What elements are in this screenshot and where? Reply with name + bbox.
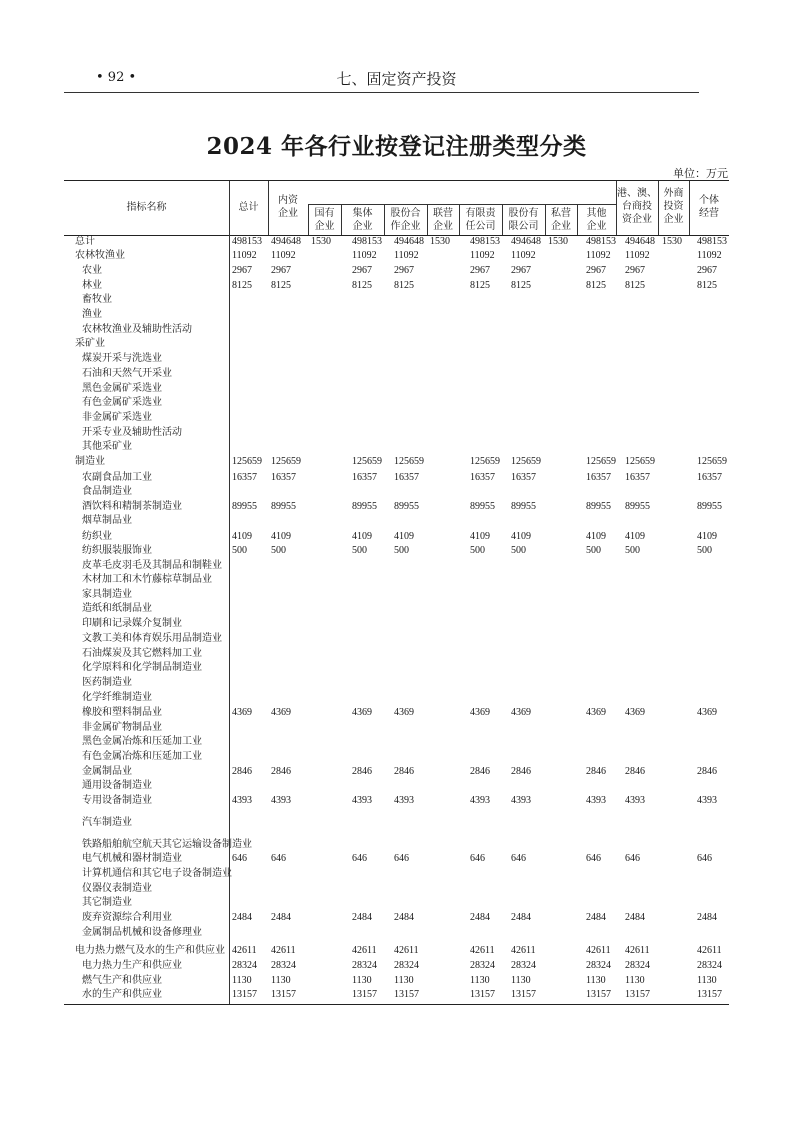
table-cell: 2484 [271, 912, 291, 923]
table-cell: 1130 [511, 975, 531, 986]
table-cell: 89955 [352, 501, 377, 512]
row-label: 其它制造业 [82, 897, 132, 908]
table-cell: 500 [697, 545, 712, 556]
table-cell: 8125 [394, 280, 414, 291]
table-cell: 4393 [697, 795, 717, 806]
table-cell: 28324 [271, 960, 296, 971]
table-cell: 2484 [697, 912, 717, 923]
table-cell: 4393 [271, 795, 291, 806]
table-cell: 4393 [352, 795, 372, 806]
table-cell: 8125 [271, 280, 291, 291]
table-cell: 494648 [625, 236, 655, 247]
table-cell: 500 [511, 545, 526, 556]
table-cell: 4109 [232, 531, 252, 542]
row-label: 制造业 [75, 456, 105, 467]
table-cell: 1530 [311, 236, 331, 247]
table-cell: 500 [271, 545, 286, 556]
table-cell: 13157 [470, 989, 495, 1000]
table-cell: 498153 [470, 236, 500, 247]
table-cell: 494648 [271, 236, 301, 247]
table-cell: 1130 [352, 975, 372, 986]
table-cell: 4369 [511, 707, 531, 718]
table-cell: 89955 [586, 501, 611, 512]
table-cell: 42611 [232, 945, 257, 956]
row-label: 电力热力燃气及水的生产和供应业 [75, 945, 225, 956]
table-cell: 4393 [511, 795, 531, 806]
row-label: 烟草制品业 [82, 515, 132, 526]
table-cell: 1130 [586, 975, 606, 986]
row-label: 印刷和记录媒介复制业 [82, 618, 182, 629]
table-cell: 13157 [697, 989, 722, 1000]
table-cell: 646 [470, 853, 485, 864]
subheader-rule [308, 204, 616, 205]
table-cell: 2484 [625, 912, 645, 923]
table-cell: 125659 [352, 456, 382, 467]
table-cell: 4369 [232, 707, 252, 718]
row-label: 煤炭开采与洗选业 [82, 353, 162, 364]
row-label: 黑色金属矿采选业 [82, 383, 162, 394]
table-cell: 11092 [271, 250, 296, 261]
row-label: 燃气生产和供应业 [82, 975, 162, 986]
table-cell: 498153 [586, 236, 616, 247]
table-cell: 4393 [394, 795, 414, 806]
table-cell: 13157 [625, 989, 650, 1000]
table-cell: 1130 [470, 975, 490, 986]
table-cell: 89955 [511, 501, 536, 512]
row-label: 农林牧渔业 [75, 250, 125, 261]
table-cell: 28324 [352, 960, 377, 971]
row-label: 医药制造业 [82, 677, 132, 688]
table-cell: 42611 [470, 945, 495, 956]
row-label: 农业 [82, 265, 102, 276]
table-cell: 498153 [697, 236, 727, 247]
table-cell: 646 [352, 853, 367, 864]
table-cell: 494648 [511, 236, 541, 247]
table-cell: 28324 [232, 960, 257, 971]
table-cell: 125659 [470, 456, 500, 467]
table-cell: 2846 [394, 766, 414, 777]
table-cell: 8125 [232, 280, 252, 291]
header-other: 其他 企业 [586, 208, 607, 232]
table-cell: 2846 [511, 766, 531, 777]
row-label: 食品制造业 [82, 486, 132, 497]
table-cell: 646 [586, 853, 601, 864]
row-label: 纺织服装服饰业 [82, 545, 152, 556]
table-cell: 42611 [625, 945, 650, 956]
table-cell: 4369 [586, 707, 606, 718]
table-cell: 28324 [625, 960, 650, 971]
table-cell: 16357 [394, 472, 419, 483]
row-label: 化学原料和化学制品制造业 [82, 662, 202, 673]
row-label: 造纸和纸制品业 [82, 603, 152, 614]
table-cell: 16357 [232, 472, 257, 483]
table-cell: 11092 [232, 250, 257, 261]
table-cell: 2846 [697, 766, 717, 777]
table-cell: 16357 [352, 472, 377, 483]
table-cell: 11092 [352, 250, 377, 261]
row-label: 水的生产和供应业 [82, 989, 162, 1000]
table-cell: 2967 [271, 265, 291, 276]
table-cell: 89955 [232, 501, 257, 512]
table-cell: 2967 [625, 265, 645, 276]
row-label: 酒饮料和精制茶制造业 [82, 501, 182, 512]
table-cell: 4393 [470, 795, 490, 806]
table-cell: 125659 [511, 456, 541, 467]
table-cell: 4109 [394, 531, 414, 542]
row-label: 文教工美和体育娱乐用品制造业 [82, 633, 222, 644]
row-label: 废弃资源综合利用业 [82, 912, 172, 923]
table-cell: 125659 [394, 456, 424, 467]
table-cell: 4369 [470, 707, 490, 718]
table-cell: 13157 [352, 989, 377, 1000]
row-label: 通用设备制造业 [82, 780, 152, 791]
header-private: 私营 企业 [551, 208, 571, 232]
table-cell: 11092 [697, 250, 722, 261]
table-cell: 646 [511, 853, 526, 864]
table-cell: 500 [470, 545, 485, 556]
page-number: • 92 • [96, 70, 137, 85]
row-label: 渔业 [82, 309, 102, 320]
row-label: 仪器仪表制造业 [82, 883, 152, 894]
table-cell: 500 [394, 545, 409, 556]
table-cell: 42611 [697, 945, 722, 956]
table-cell: 4109 [625, 531, 645, 542]
table-cell: 28324 [586, 960, 611, 971]
table-cell: 16357 [625, 472, 650, 483]
table-cell: 1130 [394, 975, 414, 986]
table-cell: 2484 [470, 912, 490, 923]
row-label: 农副食品加工业 [82, 472, 152, 483]
row-label: 铁路船舶航空航天其它运输设备制造业 [82, 839, 252, 850]
table-cell: 125659 [271, 456, 301, 467]
table-cell: 16357 [586, 472, 611, 483]
table-cell: 2967 [394, 265, 414, 276]
row-label: 非金属矿采选业 [82, 412, 152, 423]
table-cell: 89955 [394, 501, 419, 512]
table-cell: 8125 [586, 280, 606, 291]
row-label: 金属制品机械和设备修理业 [82, 927, 202, 938]
row-label: 林业 [82, 280, 102, 291]
row-label: 家具制造业 [82, 589, 132, 600]
table-cell: 1130 [697, 975, 717, 986]
table-cell: 2846 [470, 766, 490, 777]
table-cell: 2967 [586, 265, 606, 276]
table-cell: 2846 [232, 766, 252, 777]
table-cell: 4393 [586, 795, 606, 806]
row-label: 计算机通信和其它电子设备制造业 [82, 868, 232, 879]
row-label: 农林牧渔业及辅助性活动 [82, 324, 192, 335]
table-cell: 11092 [470, 250, 495, 261]
row-label: 有色金属矿采选业 [82, 397, 162, 408]
header-rule [64, 92, 699, 93]
table-cell: 16357 [697, 472, 722, 483]
header-hk-macao-taiwan: 港、澳、 台商投 资企业 [617, 188, 657, 225]
table-cell: 2967 [232, 265, 252, 276]
table-cell: 494648 [394, 236, 424, 247]
row-label: 黑色金属冶炼和压延加工业 [82, 736, 202, 747]
table-cell: 42611 [271, 945, 296, 956]
table-cell: 1130 [271, 975, 291, 986]
row-label: 有色金属冶炼和压延加工业 [82, 751, 202, 762]
row-label: 其他采矿业 [82, 441, 132, 452]
table-cell: 4369 [625, 707, 645, 718]
row-label: 金属制品业 [82, 766, 132, 777]
table-cell: 11092 [511, 250, 536, 261]
table-cell: 125659 [232, 456, 262, 467]
table-cell: 28324 [511, 960, 536, 971]
table-cell: 11092 [625, 250, 650, 261]
table-cell: 2484 [352, 912, 372, 923]
header-collective: 集体 企业 [352, 208, 373, 232]
table-cell: 1530 [548, 236, 568, 247]
table-cell: 1530 [430, 236, 450, 247]
table-cell: 2484 [232, 912, 252, 923]
table-cell: 1530 [662, 236, 682, 247]
table-cell: 16357 [511, 472, 536, 483]
table-cell: 646 [394, 853, 409, 864]
table-cell: 13157 [232, 989, 257, 1000]
table-cell: 500 [586, 545, 601, 556]
table-cell: 89955 [697, 501, 722, 512]
table-cell: 4369 [394, 707, 414, 718]
table-cell: 4109 [352, 531, 372, 542]
table-cell: 500 [625, 545, 640, 556]
table-cell: 13157 [511, 989, 536, 1000]
header-cooperative: 股份合 作企业 [390, 208, 421, 232]
table-cell: 28324 [394, 960, 419, 971]
table-cell: 4109 [470, 531, 490, 542]
table-cell: 2846 [586, 766, 606, 777]
table-title: 2024 年各行业按登记注册类型分类 [206, 133, 587, 160]
row-label: 总计 [75, 236, 95, 247]
table-bottom-rule [64, 1004, 729, 1005]
table-cell: 89955 [625, 501, 650, 512]
table-cell: 4109 [511, 531, 531, 542]
table-cell: 89955 [470, 501, 495, 512]
header-foreign: 外商 投资 企业 [663, 188, 684, 225]
row-label: 木材加工和木竹藤棕草制品业 [82, 574, 212, 585]
table-cell: 4109 [586, 531, 606, 542]
table-cell: 1130 [625, 975, 645, 986]
table-cell: 125659 [697, 456, 727, 467]
table-cell: 500 [352, 545, 367, 556]
table-cell: 28324 [470, 960, 495, 971]
table-cell: 125659 [625, 456, 655, 467]
table-cell: 4393 [232, 795, 252, 806]
table-cell: 125659 [586, 456, 616, 467]
table-cell: 42611 [394, 945, 419, 956]
row-label: 非金属矿物制品业 [82, 722, 162, 733]
table-cell: 11092 [394, 250, 419, 261]
header-joint: 联营 企业 [433, 208, 453, 232]
row-label: 电力热力生产和供应业 [82, 960, 182, 971]
table-cell: 2846 [271, 766, 291, 777]
table-cell: 646 [625, 853, 640, 864]
row-label: 化学纤维制造业 [82, 692, 152, 703]
row-label: 采矿业 [75, 338, 105, 349]
header-domestic: 内资 企业 [278, 195, 298, 219]
table-cell: 4369 [697, 707, 717, 718]
row-label: 专用设备制造业 [82, 795, 152, 806]
table-cell: 2967 [352, 265, 372, 276]
table-cell: 1130 [232, 975, 252, 986]
table-cell: 4109 [697, 531, 717, 542]
table-cell: 646 [697, 853, 712, 864]
table-top-rule [64, 180, 729, 181]
table-cell: 2967 [511, 265, 531, 276]
table-cell: 646 [271, 853, 286, 864]
table-cell: 500 [232, 545, 247, 556]
table-cell: 42611 [511, 945, 536, 956]
table-cell: 2484 [586, 912, 606, 923]
header-llc: 有限责 任公司 [465, 208, 496, 232]
header-individual: 个体 经营 [699, 195, 719, 219]
row-label: 皮革毛皮羽毛及其制品和制鞋业 [82, 560, 222, 571]
table-cell: 4109 [271, 531, 291, 542]
row-label: 开采专业及辅助性活动 [82, 427, 182, 438]
table-cell: 8125 [625, 280, 645, 291]
table-cell: 8125 [352, 280, 372, 291]
table-cell: 13157 [586, 989, 611, 1000]
row-label: 畜牧业 [82, 294, 112, 305]
header-total: 总计 [238, 202, 259, 213]
table-cell: 16357 [271, 472, 296, 483]
table-cell: 4393 [625, 795, 645, 806]
header-shareholding: 股份有 限公司 [508, 208, 539, 232]
table-cell: 2967 [470, 265, 490, 276]
row-label: 电气机械和器材制造业 [82, 853, 182, 864]
table-cell: 8125 [511, 280, 531, 291]
table-cell: 2967 [697, 265, 717, 276]
table-cell: 16357 [470, 472, 495, 483]
row-label: 汽车制造业 [82, 817, 132, 828]
table-cell: 8125 [470, 280, 490, 291]
header-indicator-name: 指标名称 [126, 202, 167, 213]
table-cell: 4369 [271, 707, 291, 718]
header-state-owned: 国有 企业 [314, 208, 335, 232]
unit-label: 单位：万元 [673, 167, 728, 180]
table-cell: 4369 [352, 707, 372, 718]
table-cell: 2484 [511, 912, 531, 923]
table-cell: 13157 [271, 989, 296, 1000]
section-title: 七、固定资产投资 [336, 70, 457, 88]
table-cell: 2846 [625, 766, 645, 777]
row-label: 石油和天然气开采业 [82, 368, 172, 379]
row-label: 纺织业 [82, 531, 112, 542]
table-cell: 28324 [697, 960, 722, 971]
table-cell: 13157 [394, 989, 419, 1000]
table-cell: 498153 [232, 236, 262, 247]
table-cell: 498153 [352, 236, 382, 247]
table-cell: 89955 [271, 501, 296, 512]
table-cell: 11092 [586, 250, 611, 261]
table-cell: 42611 [352, 945, 377, 956]
table-cell: 42611 [586, 945, 611, 956]
table-cell: 2484 [394, 912, 414, 923]
table-cell: 8125 [697, 280, 717, 291]
table-cell: 646 [232, 853, 247, 864]
table-cell: 2846 [352, 766, 372, 777]
row-label: 石油煤炭及其它燃料加工业 [82, 648, 202, 659]
column-divider [229, 181, 230, 1004]
row-label: 橡胶和塑料制品业 [82, 707, 162, 718]
